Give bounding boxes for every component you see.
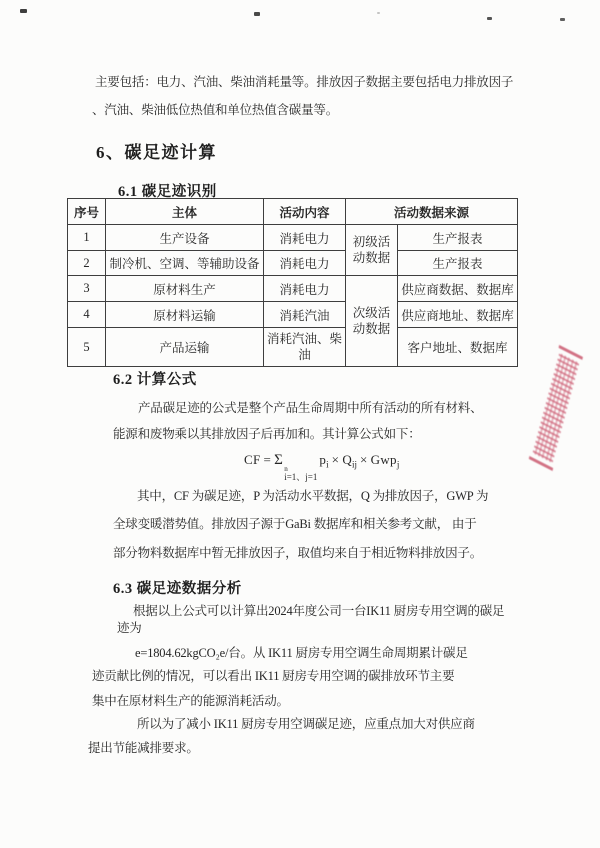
- term-q: Q: [342, 452, 353, 467]
- cell-subject: 产品运输: [106, 328, 264, 367]
- cell-activity: 消耗汽油、柴油: [264, 328, 346, 367]
- cell-source: 生产报表: [398, 251, 518, 276]
- body-line: 产品碳足迹的公式是整个产品生命周期中所有活动的所有材料、: [138, 401, 483, 415]
- cell-no: 5: [68, 328, 106, 367]
- scan-speck: [254, 12, 260, 16]
- body-line: 迹为: [117, 621, 142, 635]
- section-6-title: 6、碳足迹计算: [96, 143, 217, 162]
- cell-source: 供应商地址、数据库: [398, 302, 518, 328]
- table-row: [68, 328, 518, 367]
- col-header-subject: 主体: [106, 199, 264, 225]
- body-line: 所以为了减小 IK11 厨房专用空调碳足迹，应重点加大对供应商: [137, 717, 475, 731]
- scan-speck: [20, 9, 27, 13]
- times-sign: ×: [331, 452, 340, 467]
- scan-speck: [560, 18, 565, 21]
- equals-sign: =: [263, 452, 272, 467]
- cell-subject: 原材料生产: [106, 276, 264, 302]
- cell-subject: 原材料运输: [106, 302, 264, 328]
- group-secondary-data: 次级活动数据: [346, 276, 398, 367]
- scan-speck: [487, 17, 492, 20]
- term-p-sub: i: [326, 459, 329, 470]
- body-line: 迹贡献比例的情况，可以看出 IK11 厨房专用空调的碳排放环节主要: [92, 669, 455, 683]
- intro-line: 、汽油、柴油低位热值和单位热值含碳量等。: [92, 103, 339, 117]
- term-gwp: Gwp: [370, 452, 397, 467]
- table-row: [68, 251, 518, 276]
- section-6-2-title: 6.2 计算公式: [113, 372, 197, 388]
- body-line: 集中在原材料生产的能源消耗活动。: [92, 694, 289, 708]
- body-line: 根据以上公式可以计算出2024年度公司一台IK11 厨房专用空调的碳足: [133, 604, 505, 618]
- body-line: 部分物料数据库中暂无排放因子，取值均来自于相近物料排放因子。: [113, 546, 483, 560]
- cell-no: 1: [68, 225, 106, 251]
- group-primary-data: 初级活动数据: [346, 225, 398, 276]
- body-line: e=1804.62kgCO₂e/台。从 IK11 厨房专用空调生命周期累计碳足: [135, 646, 468, 660]
- cell-subject: 生产设备: [106, 225, 264, 251]
- section-6-1-title: 6.1 碳足迹识别: [118, 184, 217, 200]
- table-header-row: [68, 199, 518, 225]
- sigma-lower-limit: i=1、j=1: [284, 472, 318, 483]
- cell-source: 供应商数据、数据库: [398, 276, 518, 302]
- cell-source: 生产报表: [398, 225, 518, 251]
- scan-speck: [377, 12, 380, 14]
- body-line: 提出节能减排要求。: [88, 741, 199, 755]
- cell-source: 客户地址、数据库: [398, 328, 518, 367]
- sigma-symbol: Σ: [274, 452, 284, 468]
- body-line: 能源和废物乘以其排放因子后再加和。其计算公式如下：: [113, 427, 421, 441]
- col-header-no: 序号: [68, 199, 106, 225]
- col-header-source: 活动数据来源: [346, 199, 518, 225]
- formula-lhs: CF: [244, 452, 261, 467]
- carbon-footprint-formula: [244, 452, 399, 483]
- times-sign: ×: [360, 452, 368, 467]
- table-row: [68, 276, 518, 302]
- cell-activity: 消耗电力: [264, 225, 346, 251]
- body-line: 其中，CF 为碳足迹，P 为活动水平数据，Q 为排放因子，GWP 为: [137, 489, 489, 503]
- section-6-3-title: 6.3 碳足迹数据分析: [113, 581, 242, 597]
- red-stamp: [529, 345, 583, 471]
- footprint-identification-table: [67, 198, 518, 367]
- col-header-activity: 活动内容: [264, 199, 346, 225]
- body-line: 全球变暖潜势值。排放因子源于GaBi 数据库和相关参考文献， 由于: [113, 517, 477, 531]
- term-gwp-sub: j: [396, 459, 400, 470]
- cell-no: 3: [68, 276, 106, 302]
- term-q-sub: ij: [352, 459, 358, 470]
- cell-activity: 消耗电力: [264, 276, 346, 302]
- intro-line: 主要包括：电力、汽油、柴油消耗量等。排放因子数据主要包括电力排放因子: [95, 75, 514, 89]
- cell-activity: 消耗电力: [264, 251, 346, 276]
- cell-no: 2: [68, 251, 106, 276]
- table-row: [68, 302, 518, 328]
- cell-subject: 制冷机、空调、等辅助设备: [106, 251, 264, 276]
- sigma-upper-limit: n: [284, 465, 289, 473]
- cell-activity: 消耗汽油: [264, 302, 346, 328]
- table-row: [68, 225, 518, 251]
- term-p: p: [319, 452, 327, 467]
- cell-no: 4: [68, 302, 106, 328]
